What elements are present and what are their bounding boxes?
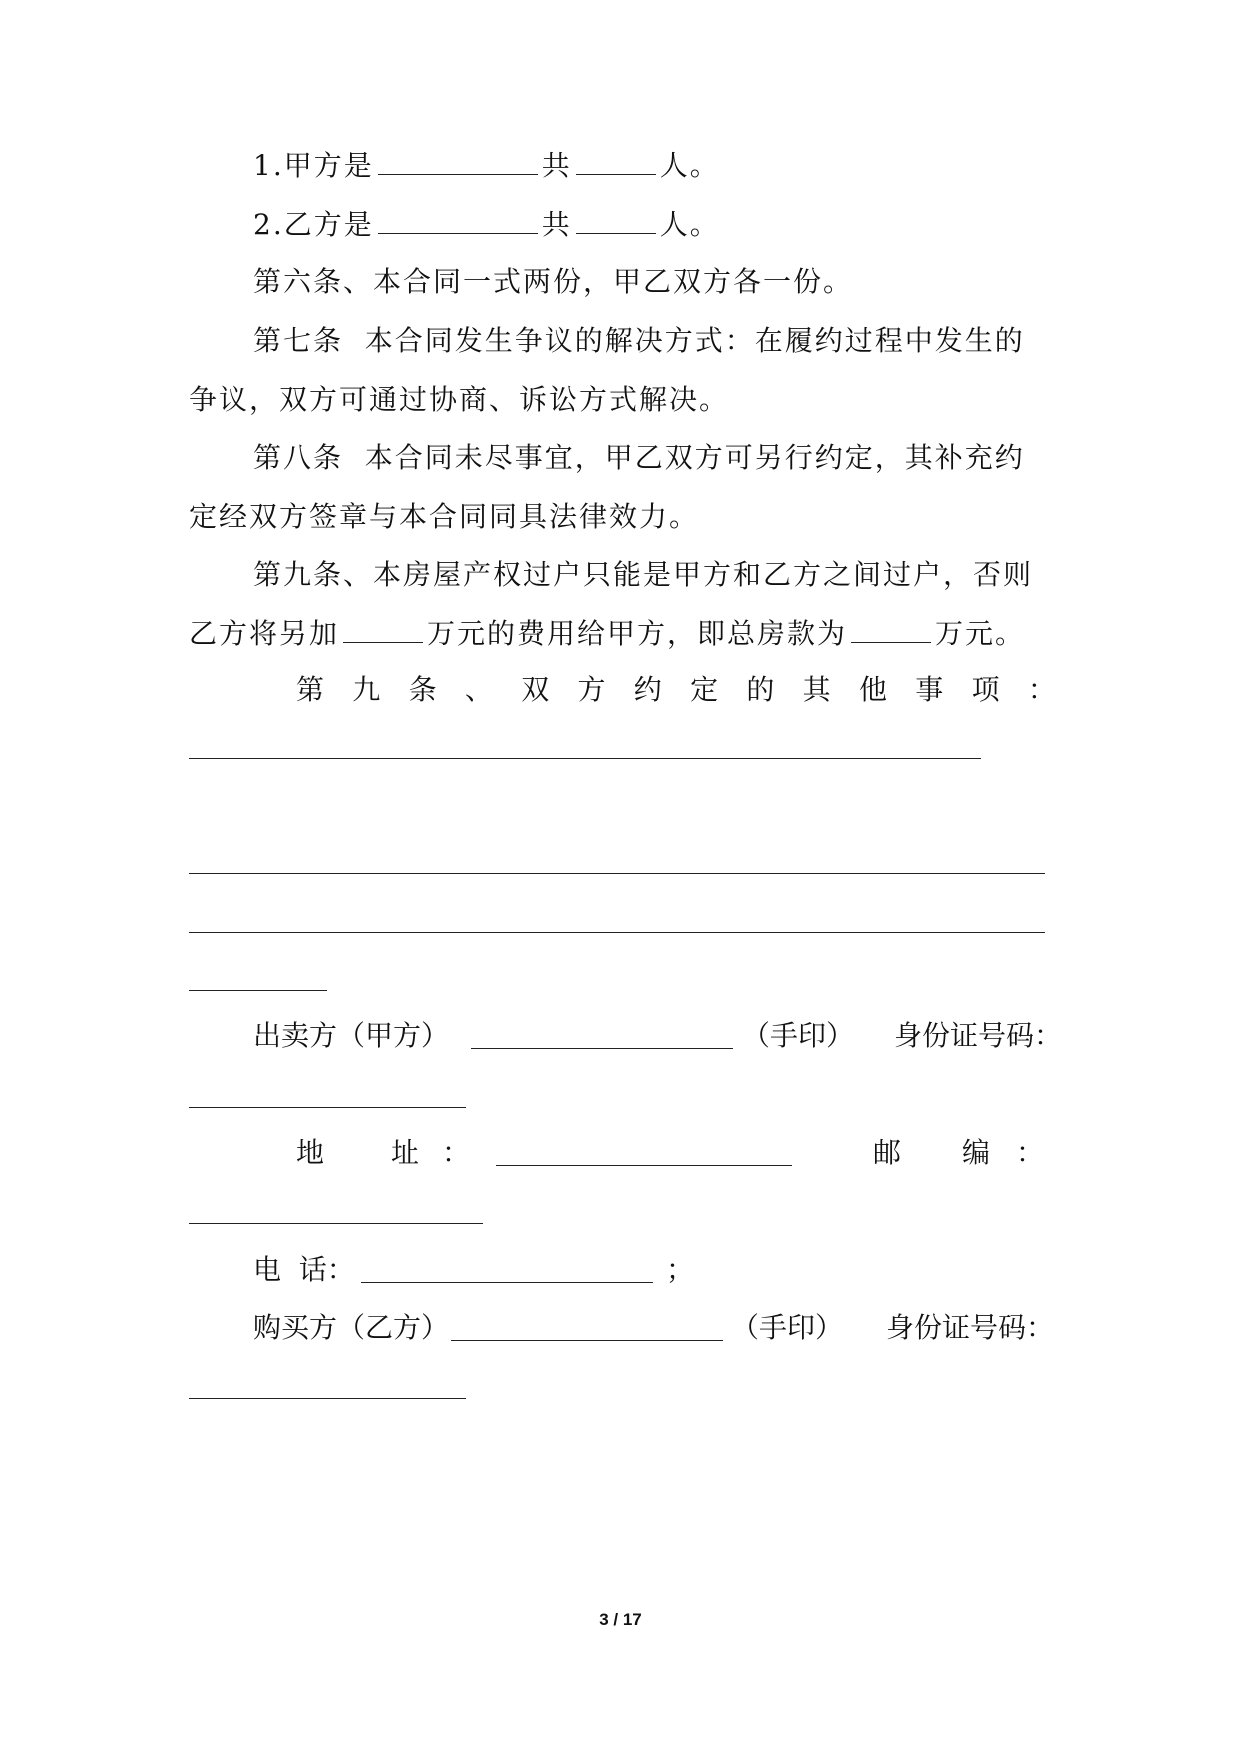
phone-label: 电 话：	[253, 1253, 355, 1286]
other-matters-blank-1[interactable]	[189, 758, 981, 759]
address-blank[interactable]	[496, 1165, 792, 1166]
address-colon: ：	[442, 1136, 471, 1169]
seller-seal-label: （手印）	[742, 1019, 855, 1052]
page-number: 3 / 17	[599, 1610, 642, 1629]
address-char-1: 地	[296, 1136, 325, 1169]
party-a-label: 1.甲方是	[253, 149, 374, 182]
party-a-blank[interactable]	[378, 144, 538, 175]
heading-char: 项	[971, 673, 1000, 706]
heading-char: 、	[464, 673, 493, 706]
heading-char: 九	[352, 673, 381, 706]
extra-fee-blank[interactable]	[343, 612, 423, 643]
zip-blank[interactable]	[189, 1223, 483, 1224]
article-8-line2: 定经双方签章与本合同同具法律效力。	[189, 500, 700, 533]
heading-char: 第	[296, 673, 325, 706]
other-matters-blank-2[interactable]	[189, 873, 1045, 874]
phone-blank[interactable]	[361, 1282, 653, 1283]
other-matters-blank-3[interactable]	[189, 932, 1045, 933]
other-matters-blank-4[interactable]	[189, 990, 327, 991]
party-a-end: 人。	[659, 149, 720, 182]
heading-char: 方	[577, 673, 606, 706]
party-b-mid: 共	[541, 208, 572, 241]
seller-name-blank[interactable]	[471, 1048, 733, 1049]
article-9-other-heading	[296, 670, 1056, 710]
party-b-label: 2.乙方是	[253, 208, 374, 241]
article-8-line1: 第八条 本合同未尽事宜，甲乙双方可另行约定，其补充约	[253, 441, 1025, 474]
heading-char: 双	[521, 673, 550, 706]
party-b-end: 人。	[659, 208, 720, 241]
zip-char-2: 编	[962, 1136, 991, 1169]
article-6: 第六条、本合同一式两份，甲乙双方各一份。	[253, 265, 854, 298]
party-a-mid: 共	[541, 149, 572, 182]
buyer-name-blank[interactable]	[451, 1340, 723, 1341]
article-9-end: 万元。	[935, 617, 1026, 650]
heading-char: 条	[408, 673, 437, 706]
party-a-count-blank[interactable]	[576, 144, 656, 175]
heading-char: 的	[746, 673, 775, 706]
seller-id-blank[interactable]	[189, 1107, 466, 1108]
buyer-id-label: 身份证号码：	[886, 1311, 1055, 1344]
heading-char: 他	[858, 673, 887, 706]
zip-char-1: 邮	[873, 1136, 902, 1169]
article-7-line1: 第七条 本合同发生争议的解决方式：在履约过程中发生的	[253, 324, 1025, 357]
heading-char: 事	[915, 673, 944, 706]
seller-id-label: 身份证号码：	[894, 1019, 1063, 1052]
zip-colon: ：	[1016, 1136, 1045, 1169]
article-9-pre: 乙方将另加	[189, 617, 340, 650]
article-9-line1: 第九条、本房屋产权过户只能是甲方和乙方之间过户，否则	[253, 558, 1034, 591]
heading-char: 其	[802, 673, 831, 706]
party-b-count-blank[interactable]	[576, 203, 656, 234]
party-b-blank[interactable]	[378, 203, 538, 234]
heading-char: 约	[633, 673, 662, 706]
heading-char: 定	[690, 673, 719, 706]
seller-label: 出卖方（甲方）	[253, 1019, 450, 1052]
heading-char: ：	[1027, 673, 1056, 706]
article-9-line2	[189, 612, 1025, 652]
article-9-mid: 万元的费用给甲方，即总房款为	[427, 617, 848, 650]
party-a-line	[253, 144, 720, 184]
total-price-blank[interactable]	[851, 612, 931, 643]
buyer-seal-label: （手印）	[731, 1311, 844, 1344]
party-b-line	[253, 203, 720, 243]
phone-end: ；	[666, 1253, 695, 1286]
buyer-label: 购买方（乙方）	[253, 1311, 450, 1344]
article-7-line2: 争议，双方可通过协商、诉讼方式解决。	[189, 383, 730, 416]
buyer-id-blank[interactable]	[189, 1398, 466, 1399]
address-char-2: 址	[391, 1136, 420, 1169]
